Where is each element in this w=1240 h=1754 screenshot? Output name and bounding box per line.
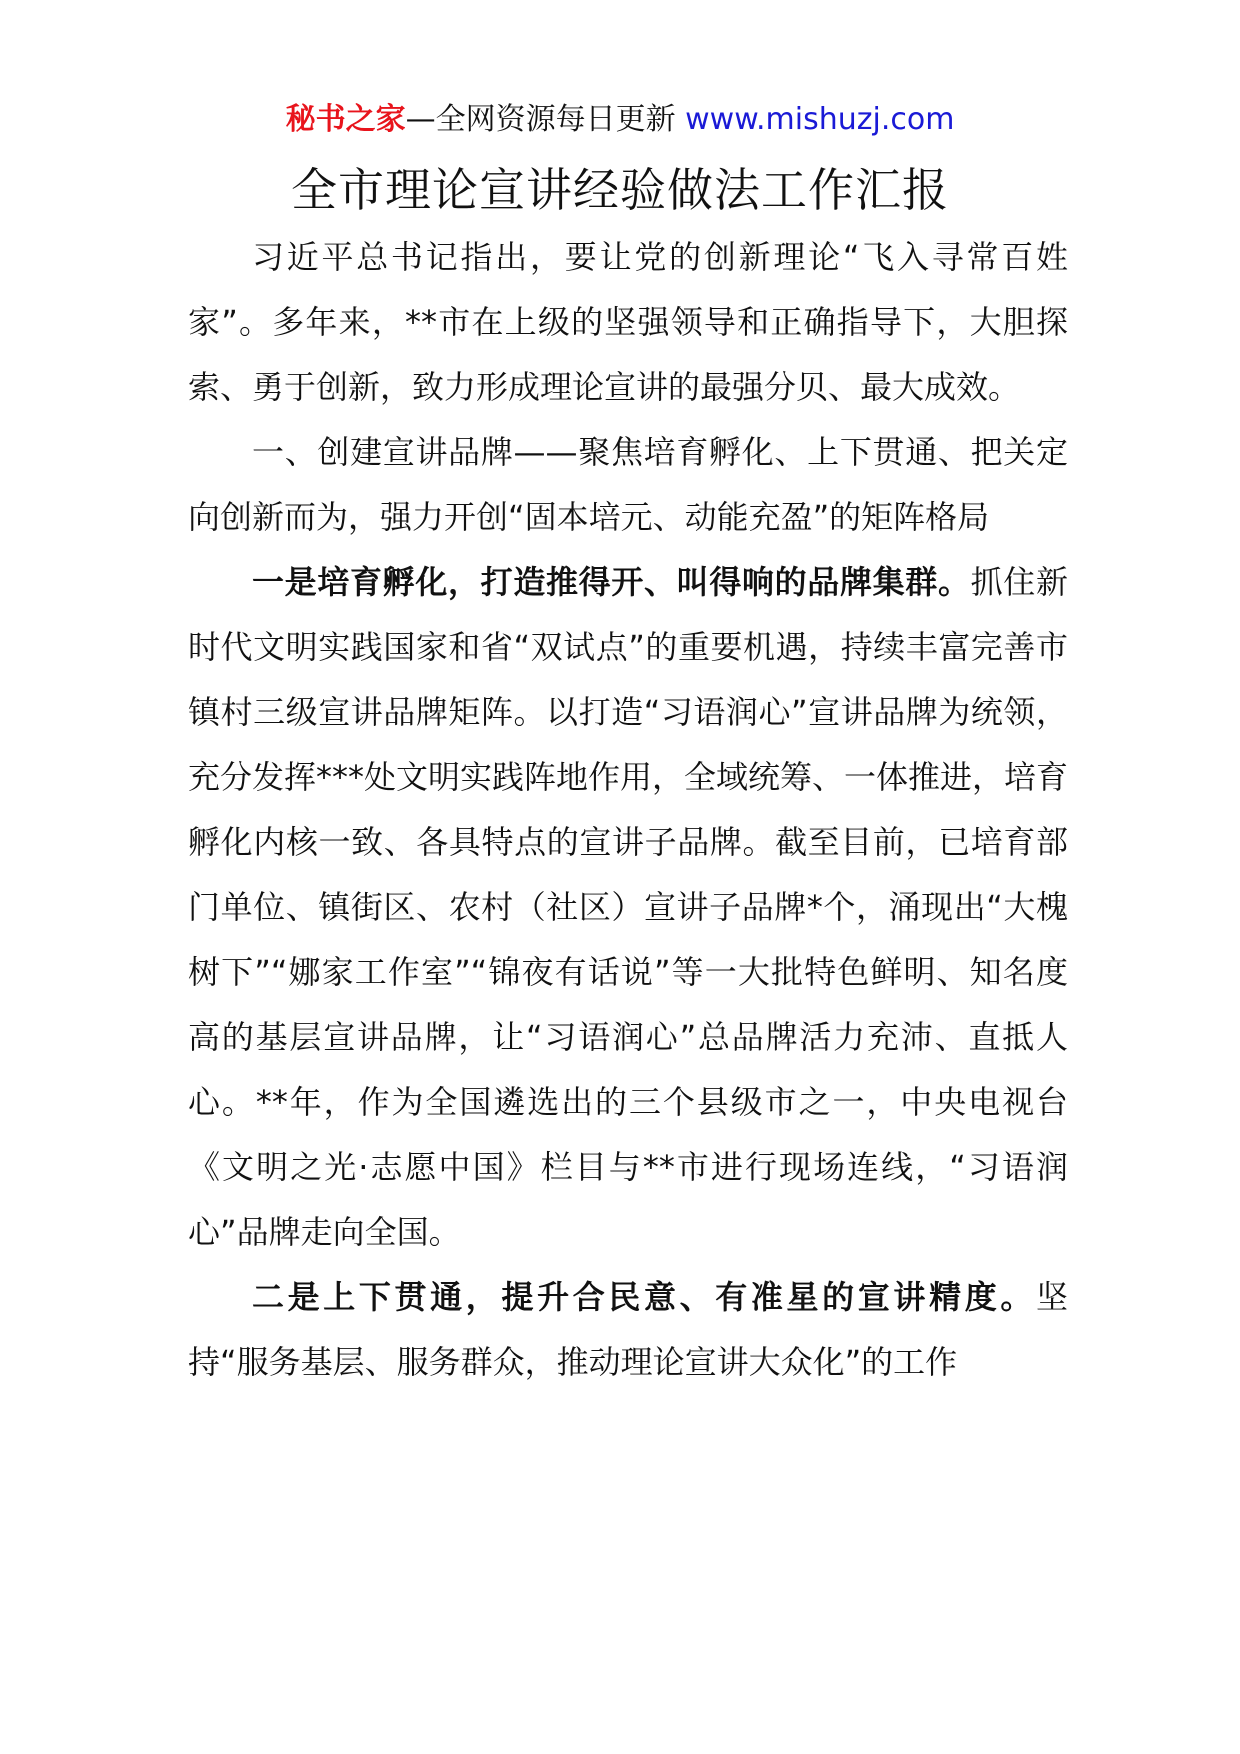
section-heading-1 <box>188 420 1068 550</box>
banner-brand: 秘书之家 <box>285 102 406 137</box>
watermark-banner <box>0 100 1240 140</box>
paragraph-text: 坚持“服务基层、服务群众，推动理论宣讲大众化”的工作 <box>188 1278 1068 1381</box>
document-body <box>188 225 1068 1395</box>
paragraph-lead: 二是上下贯通，提升合民意、有准星的宣讲精度。 <box>252 1278 1036 1316</box>
paragraph-text: 抓住新时代文明实践国家和省“双试点”的重要机遇，持续丰富完善市镇村三级宣讲品牌矩阵。以打造“习语润心”宣讲品牌为统领，充分发挥***处文明实践阵地作用，全域统筹、一体推进，培育孵化内核一致、各具特点的宣讲子品牌。截至目前，已培育部门单位、镇街区、农村（社区）宣讲子品牌*个，涌现出“大槐树下”“娜家工作室”“锦夜有话说”等一大批特色鲜明、知名度高的基层宣讲品牌，让“习语润心”总品牌活力充沛、直抵人心。**年，作为全国遴选出的三个县级市之一，中央电视台《文明之光·志愿中国》栏目与**市进行现场连线，“习语润心”品牌走向全国。 <box>188 563 1069 1251</box>
paragraph-intro <box>188 225 1068 420</box>
paragraph-point-2 <box>188 1265 1068 1395</box>
banner-slogan: —全网资源每日更新 <box>405 102 686 137</box>
banner-url[interactable]: www.mishuzj.com <box>685 102 955 137</box>
document-title: 全市理论宣讲经验做法工作汇报 <box>291 163 949 217</box>
paragraph-text: 一、创建宣讲品牌——聚焦培育孵化、上下贯通、把关定向创新而为，强力开创“固本培元、动能充盈”的矩阵格局 <box>188 433 1068 536</box>
paragraph-lead: 一是培育孵化，打造推得开、叫得响的品牌集群。 <box>252 563 971 601</box>
paragraph-text: 习近平总书记指出，要让党的创新理论“飞入寻常百姓家”。多年来，**市在上级的坚强领导和正确指导下，大胆探索、勇于创新，致力形成理论宣讲的最强分贝、最大成效。 <box>188 238 1068 406</box>
paragraph-point-1 <box>188 550 1068 1265</box>
